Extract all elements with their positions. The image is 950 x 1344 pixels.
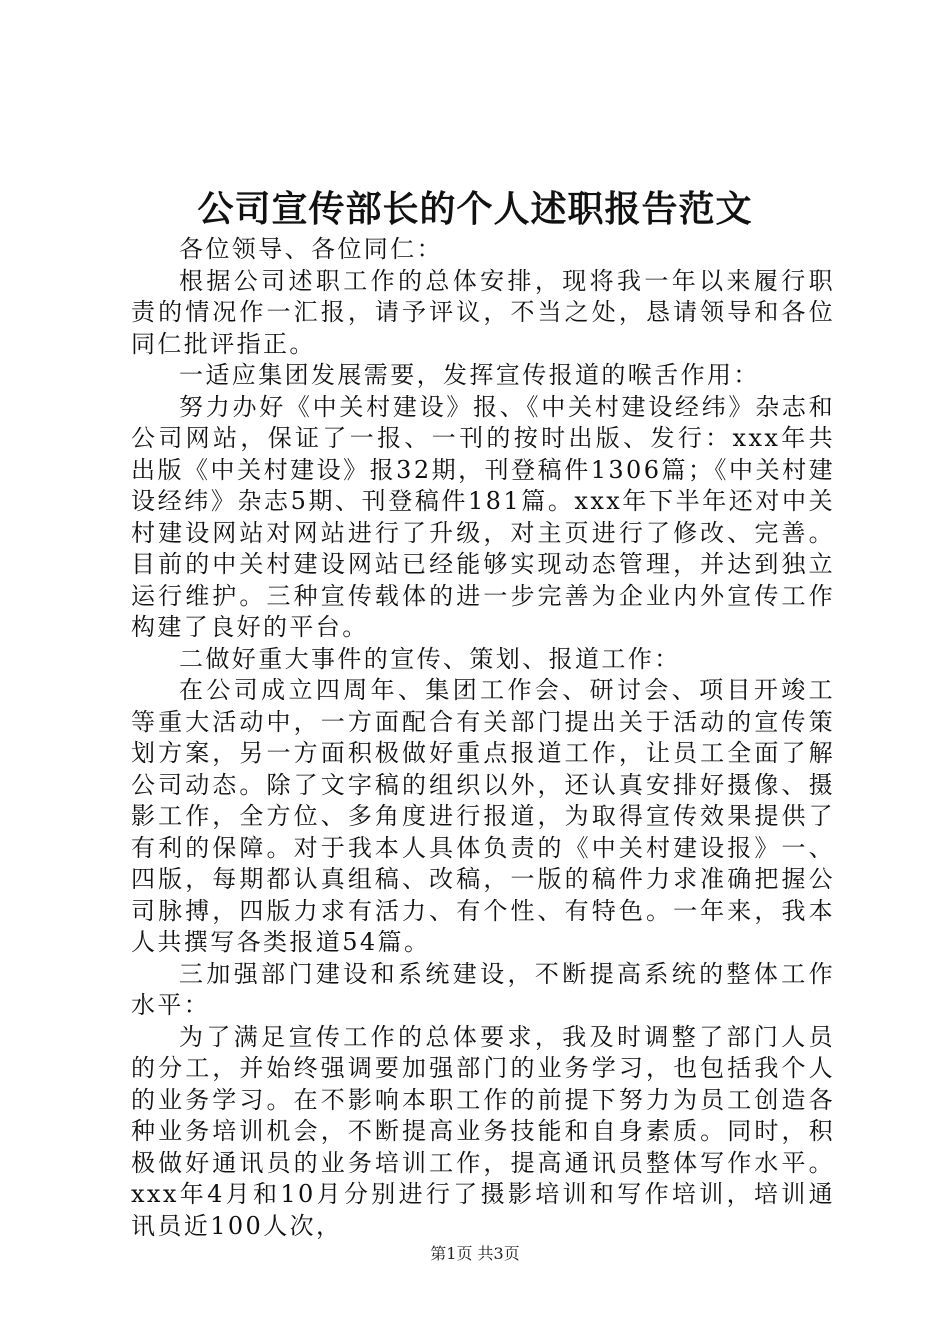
- paragraph-section-1: 努力办好《中关村建设》报、《中关村建设经纬》杂志和公司网站，保证了一报、一刊的按时出版、发行：xxx年共出版《中关村建设》报32期，刊登稿件1306篇；《中关村建设经纬》杂志5期、刊登稿件181篇。xxx年下半年还对中关村建设网站对网站进行了升级，对主页进行了修改、完善。目前的中关村建设网站已经能够实现动态管理，并达到独立运行维护。三种宣传载体的进一步完善为企业内外宣传工作构建了良好的平台。: [131, 392, 835, 641]
- paragraph-section-2: 在公司成立四周年、集团工作会、研讨会、项目开竣工等重大活动中，一方面配合有关部门提出关于活动的宣传策划方案，另一方面积极做好重点报道工作，让员工全面了解公司动态。除了文字稿的组织以外，还认真安排好摄像、摄影工作，全方位、多角度进行报道，为取得宣传效果提供了有利的保障。对于我本人具体负责的《中关村建设报》一、四版，每期都认真组稿、改稿，一版的稿件力求准确把握公司脉搏，四版力求有活力、有个性、有特色。一年来，我本人共撰写各类报道54篇。: [131, 676, 835, 956]
- paragraph-section-3: 为了满足宣传工作的总体要求，我及时调整了部门人员的分工，并始终强调要加强部门的业务学习，也包括我个人的业务学习。在不影响本职工作的前提下努力为员工创造各种业务培训机会，不断提高业务技能和自身素质。同时，积极做好通讯员的业务培训工作，提高通讯员整体写作水平。xxx年4月和10月分别进行了摄影培训和写作培训，培训通讯员近100人次，: [131, 1022, 835, 1240]
- section-heading-3: 三加强部门建设和系统建设，不断提高系统的整体工作水平：: [131, 959, 835, 1019]
- section-heading-1: 一适应集团发展需要，发挥宣传报道的喉舌作用：: [179, 361, 760, 389]
- paragraph-intro: 根据公司述职工作的总体安排，现将我一年以来履行职责的情况作一汇报，请予评议，不当之处，恳请领导和各位同仁批评指正。: [131, 266, 835, 358]
- paragraph-salutation: 各位领导、各位同仁：: [179, 235, 443, 263]
- document-title: 公司宣传部长的个人述职报告范文: [197, 188, 753, 230]
- page-number-footer: 第1页 共3页: [430, 1244, 520, 1263]
- section-heading-2: 二做好重大事件的宣传、策划、报道工作：: [179, 644, 681, 673]
- document-body: [131, 234, 835, 1242]
